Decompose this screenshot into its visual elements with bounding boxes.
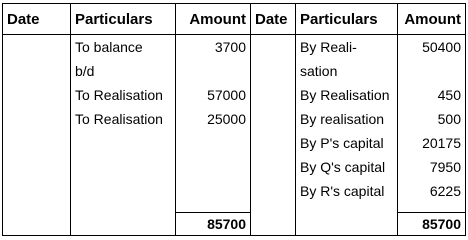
cr-amount-cell: 6225: [398, 179, 466, 203]
total-debit: 85700: [176, 213, 251, 236]
dr-particulars-cell: b/d: [71, 59, 176, 83]
cr-amount-cell: 7950: [398, 155, 466, 179]
cr-particulars-cell: By P's capital: [296, 131, 398, 155]
dr-particulars-cell: To Realisation: [71, 83, 176, 107]
ledger-account-table: [2, 3, 466, 236]
cr-amount-cell: 50400: [398, 35, 466, 60]
dr-date-cell: [3, 179, 71, 203]
dr-date-cell: [3, 59, 71, 83]
dr-particulars-cell: To balance: [71, 35, 176, 60]
dr-amount-cell: 25000: [176, 107, 251, 131]
dr-date-cell: [3, 131, 71, 155]
dr-particulars-cell: To Realisation: [71, 107, 176, 131]
total-credit: 85700: [398, 213, 466, 236]
cr-date-cell: [251, 83, 296, 107]
cr-date-cell: [251, 179, 296, 203]
cr-date-cell: [251, 107, 296, 131]
dr-particulars-cell: [71, 131, 176, 155]
dr-amount-cell: 57000: [176, 83, 251, 107]
dr-particulars-cell: [71, 155, 176, 179]
ledger-row: [3, 35, 466, 60]
cr-particulars-cell: By Realisation: [296, 83, 398, 107]
ledger-row: [3, 179, 466, 203]
ledger-row: [3, 107, 466, 131]
cr-particulars-cell: sation: [296, 59, 398, 83]
dr-date-cell: [3, 155, 71, 179]
cr-amount-cell: 450: [398, 83, 466, 107]
dr-particulars-cell: [71, 179, 176, 203]
cr-particulars-cell: By R's capital: [296, 179, 398, 203]
header-date-debit: Date: [3, 4, 71, 35]
ledger-row: [3, 155, 466, 179]
cr-amount-cell: 500: [398, 107, 466, 131]
total-row: [3, 213, 466, 236]
dr-date-cell: [3, 107, 71, 131]
cr-date-cell: [251, 59, 296, 83]
header-particulars-credit: Particulars: [296, 4, 398, 35]
header-amount-debit: Amount: [176, 4, 251, 35]
dr-amount-cell: [176, 155, 251, 179]
ledger-row: [3, 83, 466, 107]
ledger-row: [3, 131, 466, 155]
dr-amount-cell: 3700: [176, 35, 251, 60]
cr-date-cell: [251, 131, 296, 155]
header-particulars-debit: Particulars: [71, 4, 176, 35]
dr-amount-cell: [176, 131, 251, 155]
header-date-credit: Date: [251, 4, 296, 35]
cr-particulars-cell: By Reali-: [296, 35, 398, 60]
spacer-row: [3, 203, 466, 213]
dr-date-cell: [3, 35, 71, 60]
ledger-body: [3, 35, 466, 204]
ledger-row: [3, 59, 466, 83]
cr-date-cell: [251, 155, 296, 179]
cr-particulars-cell: By Q's capital: [296, 155, 398, 179]
dr-amount-cell: [176, 179, 251, 203]
header-amount-credit: Amount: [398, 4, 466, 35]
dr-amount-cell: [176, 59, 251, 83]
cr-amount-cell: [398, 59, 466, 83]
header-row: [3, 4, 466, 35]
cr-amount-cell: 20175: [398, 131, 466, 155]
cr-date-cell: [251, 35, 296, 60]
cr-particulars-cell: By realisation: [296, 107, 398, 131]
dr-date-cell: [3, 83, 71, 107]
